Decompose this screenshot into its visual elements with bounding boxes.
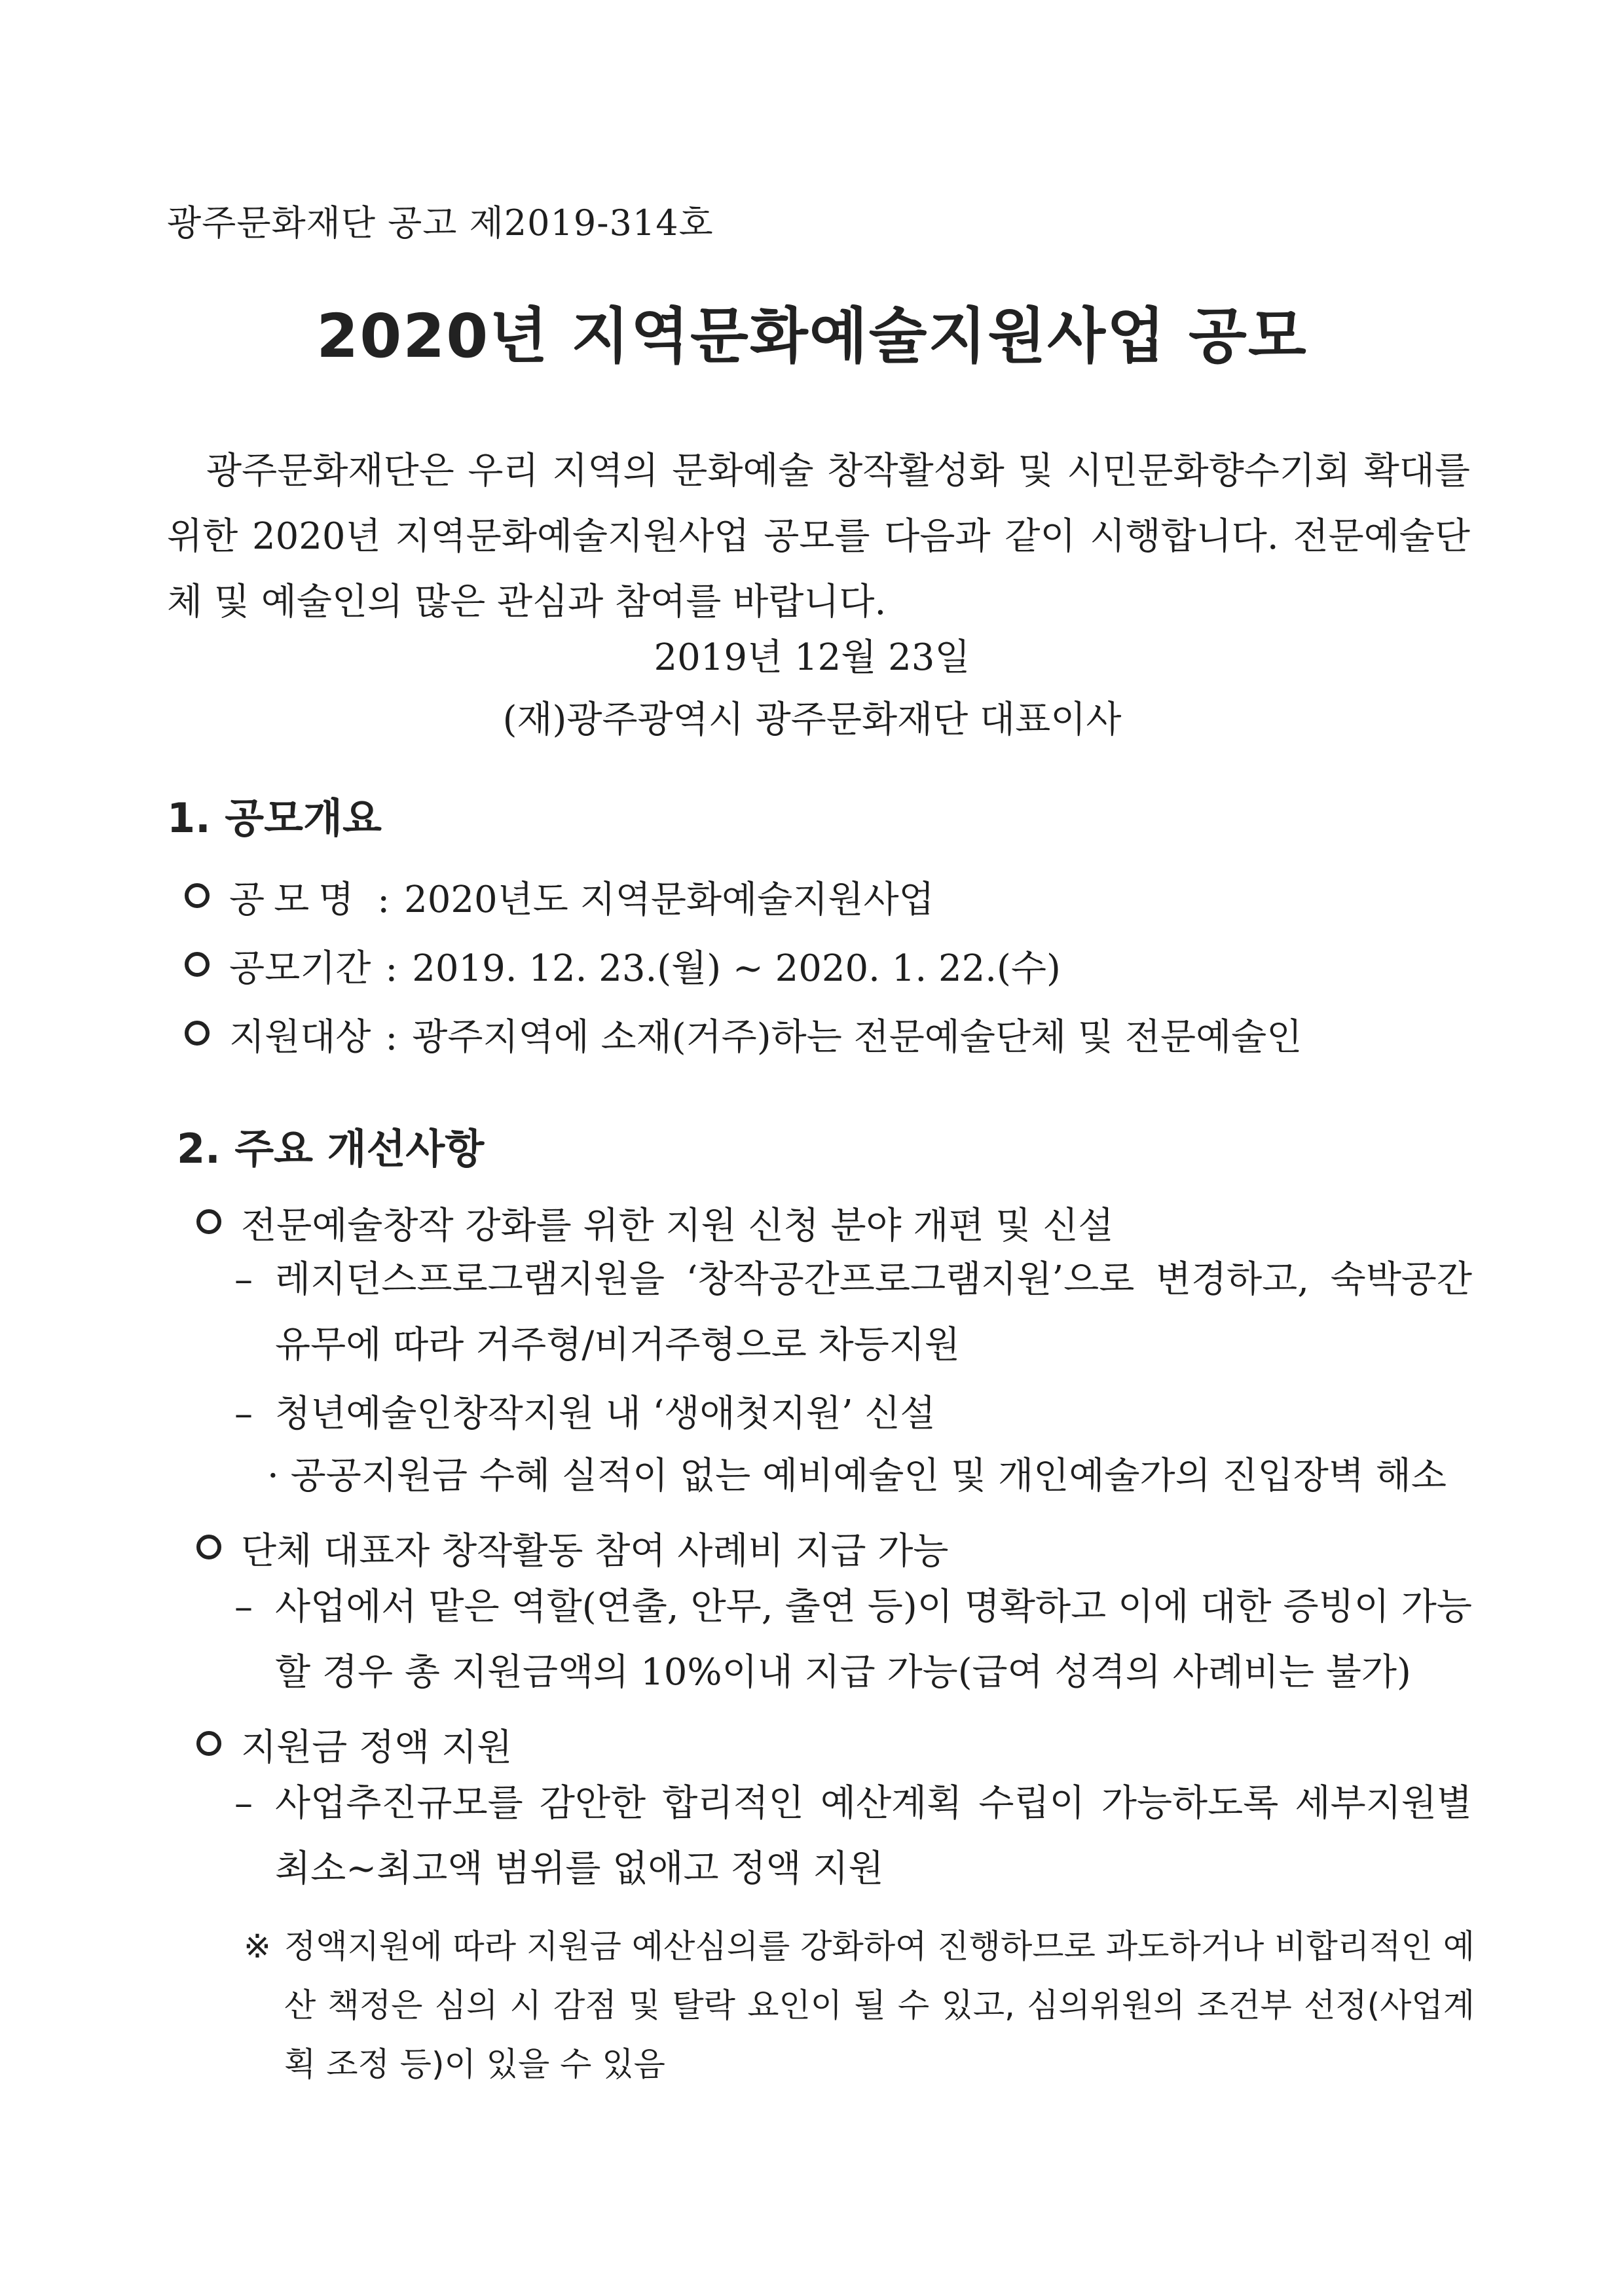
circle-bullet-icon xyxy=(185,883,210,908)
detail-text: 사업추진규모를 감안한 합리적인 예산계획 수립이 가능하도록 세부지원별 최소~최고액 범위를 없애고 정액 지원 xyxy=(275,1782,1472,1890)
improvement-1-sub-detail xyxy=(267,1447,1447,1499)
intro-paragraph xyxy=(167,439,1470,635)
section1-heading: 1. 공모개요 xyxy=(167,794,382,842)
improvement-text: 전문예술창작 강화를 위한 지원 신청 분야 개편 및 신설 xyxy=(241,1205,1114,1247)
improvement-3-detail-1 xyxy=(234,1771,1472,1908)
overview-value: 2020년도 지역문화예술지원사업 xyxy=(404,879,934,921)
intro-text: 광주문화재단은 우리 지역의 문화예술 창작활성화 및 시민문화향수기회 확대를 위한 2020년 지역문화예술지원사업 공모를 다음과 같이 시행합니다. 전문예술단체 및 예술인의 많은 관심과 참여를 바랍니다. xyxy=(167,450,1470,623)
overview-item-period xyxy=(185,939,1061,992)
announcement-date: 2019년 12월 23일 xyxy=(654,636,970,679)
detail-text: 사업에서 맡은 역할(연출, 안무, 출연 등)이 명확하고 이에 대한 증빙이 가능할 경우 총 지원금액의 10%이내 지급 가능(급여 성격의 사례비는 불가) xyxy=(275,1586,1472,1694)
overview-value: 2019. 12. 23.(월) ~ 2020. 1. 22.(수) xyxy=(412,947,1061,990)
reference-mark-icon: ※ xyxy=(244,1927,271,1965)
overview-label: 공모명 xyxy=(229,879,363,921)
overview-label: 지원대상 xyxy=(229,1016,371,1059)
note-text: 정액지원에 따라 지원금 예산심의를 강화하여 진행하므로 과도하거나 비합리적인 예산 책정은 심의 시 감점 및 탈락 요인이 될 수 있고, 심의위원의 조건부 선정(사업계획 조정 등)이 있을 수 있음 xyxy=(284,1927,1475,2083)
improvement-1-detail-2 xyxy=(234,1381,1472,1447)
document-title: 2020년 지역문화예술지원사업 공모 xyxy=(316,301,1308,371)
circle-bullet-icon xyxy=(185,1021,210,1046)
improvement-1-detail-1 xyxy=(234,1247,1472,1385)
overview-value: 광주지역에 소재(거주)하는 전문예술단체 및 전문예술인 xyxy=(412,1016,1302,1059)
colon: : xyxy=(377,879,390,921)
circle-bullet-icon xyxy=(196,1535,221,1559)
improvement-item-1 xyxy=(196,1197,1114,1249)
issuer-name: (재)광주광역시 광주문화재단 대표이사 xyxy=(502,699,1122,741)
overview-item-target xyxy=(185,1008,1302,1061)
sub-detail-text: 공공지원금 수혜 실적이 없는 예비예술인 및 개인예술가의 진입장벽 해소 xyxy=(290,1455,1447,1497)
dot-bullet: · xyxy=(267,1455,279,1497)
improvement-2-detail-1 xyxy=(234,1575,1472,1712)
detail-text: 레지던스프로그램지원을 ‘창작공간프로그램지원’으로 변경하고, 숙박공간 유무에 따라 거주형/비거주형으로 차등지원 xyxy=(275,1258,1472,1366)
overview-label: 공모기간 xyxy=(229,947,371,990)
improvement-text: 단체 대표자 창작활동 참여 사례비 지급 가능 xyxy=(241,1530,949,1573)
dash-bullet: – xyxy=(234,1258,253,1301)
section2-heading: 2. 주요 개선사항 xyxy=(177,1125,485,1173)
dash-bullet: – xyxy=(234,1393,253,1435)
dash-bullet: – xyxy=(234,1782,253,1825)
colon: : xyxy=(385,947,398,990)
circle-bullet-icon xyxy=(185,952,210,977)
detail-text: 청년예술인창작지원 내 ‘생애첫지원’ 신설 xyxy=(275,1393,936,1435)
improvement-item-3 xyxy=(196,1719,512,1771)
circle-bullet-icon xyxy=(196,1209,221,1234)
overview-item-name xyxy=(185,871,934,923)
notice-number: 광주문화재단 공고 제2019-314호 xyxy=(167,202,714,244)
colon: : xyxy=(385,1016,398,1059)
improvement-text: 지원금 정액 지원 xyxy=(241,1726,513,1769)
improvement-item-2 xyxy=(196,1522,949,1575)
dash-bullet: – xyxy=(234,1586,253,1628)
circle-bullet-icon xyxy=(196,1731,221,1756)
